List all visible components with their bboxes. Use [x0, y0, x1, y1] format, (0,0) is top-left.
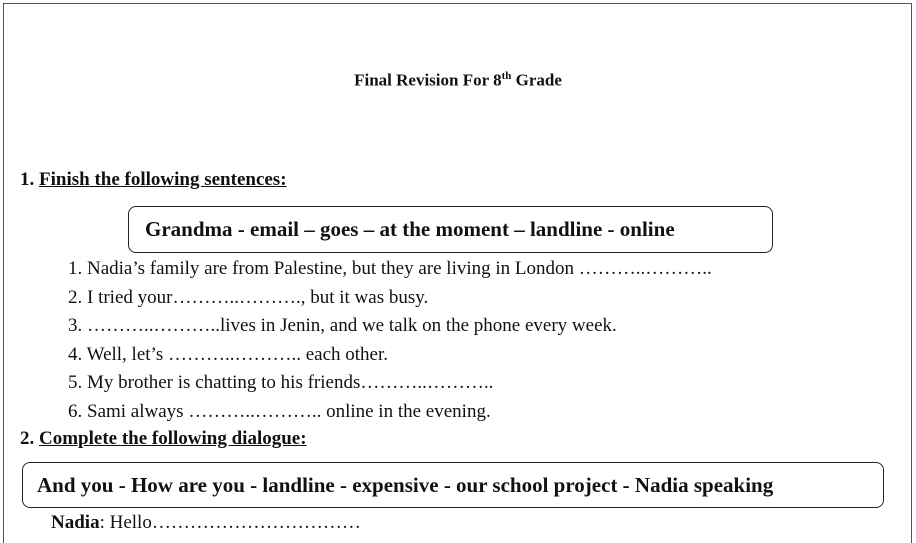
- word-bank-1: [128, 206, 773, 253]
- sentence-list: [68, 255, 712, 427]
- sentence-item: 5. My brother is chatting to his friends………..………..: [68, 372, 494, 394]
- word-bank-2-text: And you - How are you - landline - expensive - our school project - Nadia speaking: [37, 472, 774, 497]
- section-2-number: 2.: [20, 428, 35, 449]
- sentence-item: 2. I tried your………..………., but it was busy.: [68, 286, 429, 308]
- section-1-number: 1.: [20, 169, 35, 190]
- dialogue-text: : Hello……………………………: [99, 512, 361, 533]
- sentence-item: 1. Nadia’s family are from Palestine, but they are living in London ………..………..: [68, 258, 712, 279]
- section-2-title: Complete the following dialogue:: [39, 428, 307, 449]
- word-bank-1-text: Grandma - email – goes – at the moment – landline - online: [145, 217, 675, 241]
- word-bank-2: [22, 462, 884, 508]
- dialogue-line: [51, 512, 361, 534]
- section-1-heading: [20, 169, 287, 191]
- section-2-heading: [20, 428, 307, 450]
- section-1-title: Finish the following sentences:: [39, 169, 287, 190]
- page-title: Final Revision For 8th Grade: [354, 70, 562, 90]
- sentence-item: 4. Well, let’s ………..……….. each other.: [68, 343, 389, 365]
- dialogue-speaker: Nadia: [51, 512, 100, 533]
- sentence-item: 3. ………..………..lives in Jenin, and we talk on the phone every week.: [68, 315, 617, 337]
- sentence-item: 6. Sami always ………..……….. online in the evening.: [68, 400, 491, 422]
